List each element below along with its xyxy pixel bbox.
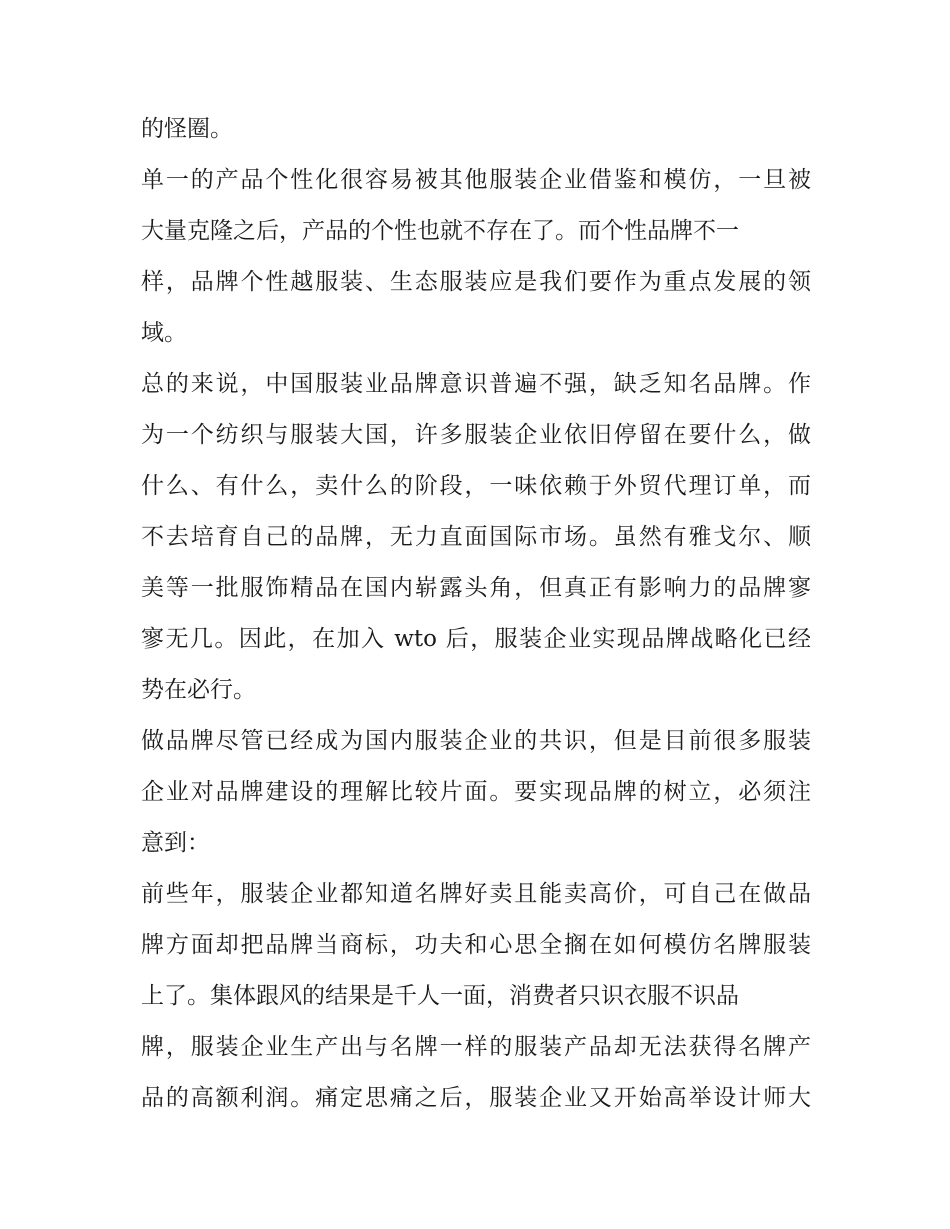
text-line: 什么、有什么，卖什么的阶段，一味依赖于外贸代理订单，而 [141,473,811,499]
text-line: 牌方面却把品牌当商标，功夫和心思全搁在如何模仿名牌服装 [141,932,811,958]
text-line: 上了。集体跟风的结果是千人一面，消费者只识衣服不识品 [141,983,739,1009]
text-line: 大量克隆之后，产品的个性也就不存在了。而个性品牌不一 [141,218,739,244]
document-body [141,104,811,1124]
text-line: 的怪圈。 [141,116,233,142]
text-line: 为一个纺织与服装大国，许多服装企业依旧停留在要什么，做 [141,422,811,448]
text-line: 寥无几。因此，在加入 wto 后，服装企业实现品牌战略化已经 [141,626,811,652]
text-line: 不去培育自己的品牌，无力直面国际市场。虽然有雅戈尔、顺 [141,524,811,550]
text-line: 牌，服装企业生产出与名牌一样的服装产品却无法获得名牌产 [141,1034,811,1060]
text-line: 美等一批服饰精品在国内崭露头角，但真正有影响力的品牌寥 [141,575,811,601]
text-line: 前些年，服装企业都知道名牌好卖且能卖高价，可自己在做品 [141,881,811,907]
text-line: 势在必行。 [141,677,256,703]
text-line: 单一的产品个性化很容易被其他服装企业借鉴和模仿，一旦被 [141,167,811,193]
text-line: 做品牌尽管已经成为国内服装企业的共识，但是目前很多服装 [141,728,811,754]
text-line: 域。 [141,320,187,346]
text-line: 企业对品牌建设的理解比较片面。要实现品牌的树立，必须注 [141,779,811,805]
text-line: 意到： [141,830,210,856]
text-line: 总的来说，中国服装业品牌意识普遍不强，缺乏知名品牌。作 [141,371,811,397]
text-line: 品的高额利润。痛定思痛之后，服装企业又开始高举设计师大 [141,1085,811,1111]
text-line: 样，品牌个性越服装、生态服装应是我们要作为重点发展的领 [141,269,811,295]
